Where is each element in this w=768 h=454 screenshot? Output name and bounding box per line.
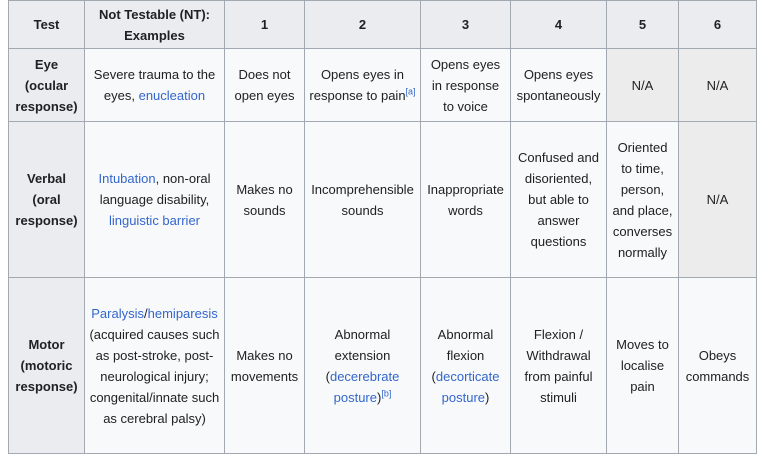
header-score-3: 3: [421, 1, 511, 49]
hemiparesis-link[interactable]: hemiparesis: [147, 305, 218, 321]
motor-score-2: Abnormal extension (decerebrate posture)[b]: [305, 278, 421, 454]
header-test: Test: [9, 1, 85, 49]
header-score-5: 5: [607, 1, 679, 49]
header-score-2: 2: [305, 1, 421, 49]
verbal-not-testable: Intubation, non-oral language disability, linguistic barrier: [85, 122, 225, 278]
footnote-a-link[interactable]: [a]: [405, 86, 416, 97]
header-score-1: 1: [225, 1, 305, 49]
eye-score-3: Opens eyes in response to voice: [421, 49, 511, 122]
motor-not-testable: Paralysis/hemiparesis (acquired causes such as post-stroke, post-neurological injury; congenital/innate such as cerebral palsy): [85, 278, 225, 454]
verbal-score-6: N/A: [679, 122, 757, 278]
enucleation-link[interactable]: enucleation: [138, 88, 206, 103]
motor-score-5: Moves to localise pain: [607, 278, 679, 454]
table-row-eye: [9, 49, 757, 122]
eye-not-testable: Severe trauma to the eyes, enucleation: [85, 49, 225, 122]
header-row: [9, 1, 757, 49]
table-row-verbal: [9, 122, 757, 278]
row-label-motor: Motor (motoric response): [9, 278, 85, 454]
paralysis-link[interactable]: Paralysis: [91, 305, 145, 321]
header-score-6: 6: [679, 1, 757, 49]
eye-score-2: Opens eyes in response to pain[a]: [305, 49, 421, 122]
row-label-eye: Eye (ocular response): [9, 49, 85, 122]
row-label-verbal: Verbal (oral response): [9, 122, 85, 278]
motor-score-1: Makes no movements: [225, 278, 305, 454]
eye-score-6: N/A: [679, 49, 757, 122]
decerebrate-posture-link[interactable]: decerebrate posture: [329, 368, 400, 405]
verbal-score-4: Confused and disoriented, but able to answer questions: [511, 122, 607, 278]
verbal-score-5: Oriented to time, person, and place, converses normally: [607, 122, 679, 278]
verbal-score-3: Inappropriate words: [421, 122, 511, 278]
linguistic-barrier-link[interactable]: linguistic barrier: [108, 213, 201, 228]
motor-score-3: Abnormal flexion (decorticate posture): [421, 278, 511, 454]
header-not-testable: Not Testable (NT): Examples: [85, 1, 225, 49]
table-row-motor: [9, 278, 757, 454]
verbal-score-2: Incomprehensible sounds: [305, 122, 421, 278]
header-score-4: 4: [511, 1, 607, 49]
footnote-b-link[interactable]: [b]: [381, 388, 392, 399]
verbal-score-1: Makes no sounds: [225, 122, 305, 278]
gcs-table: [8, 0, 757, 454]
motor-score-4: Flexion / Withdrawal from painful stimuli: [511, 278, 607, 454]
eye-score-5: N/A: [607, 49, 679, 122]
decorticate-posture-link[interactable]: decorticate posture: [435, 368, 500, 405]
motor-score-6: Obeys commands: [679, 278, 757, 454]
intubation-link[interactable]: Intubation: [98, 171, 156, 186]
eye-score-4: Opens eyes spontaneously: [511, 49, 607, 122]
eye-score-1: Does not open eyes: [225, 49, 305, 122]
